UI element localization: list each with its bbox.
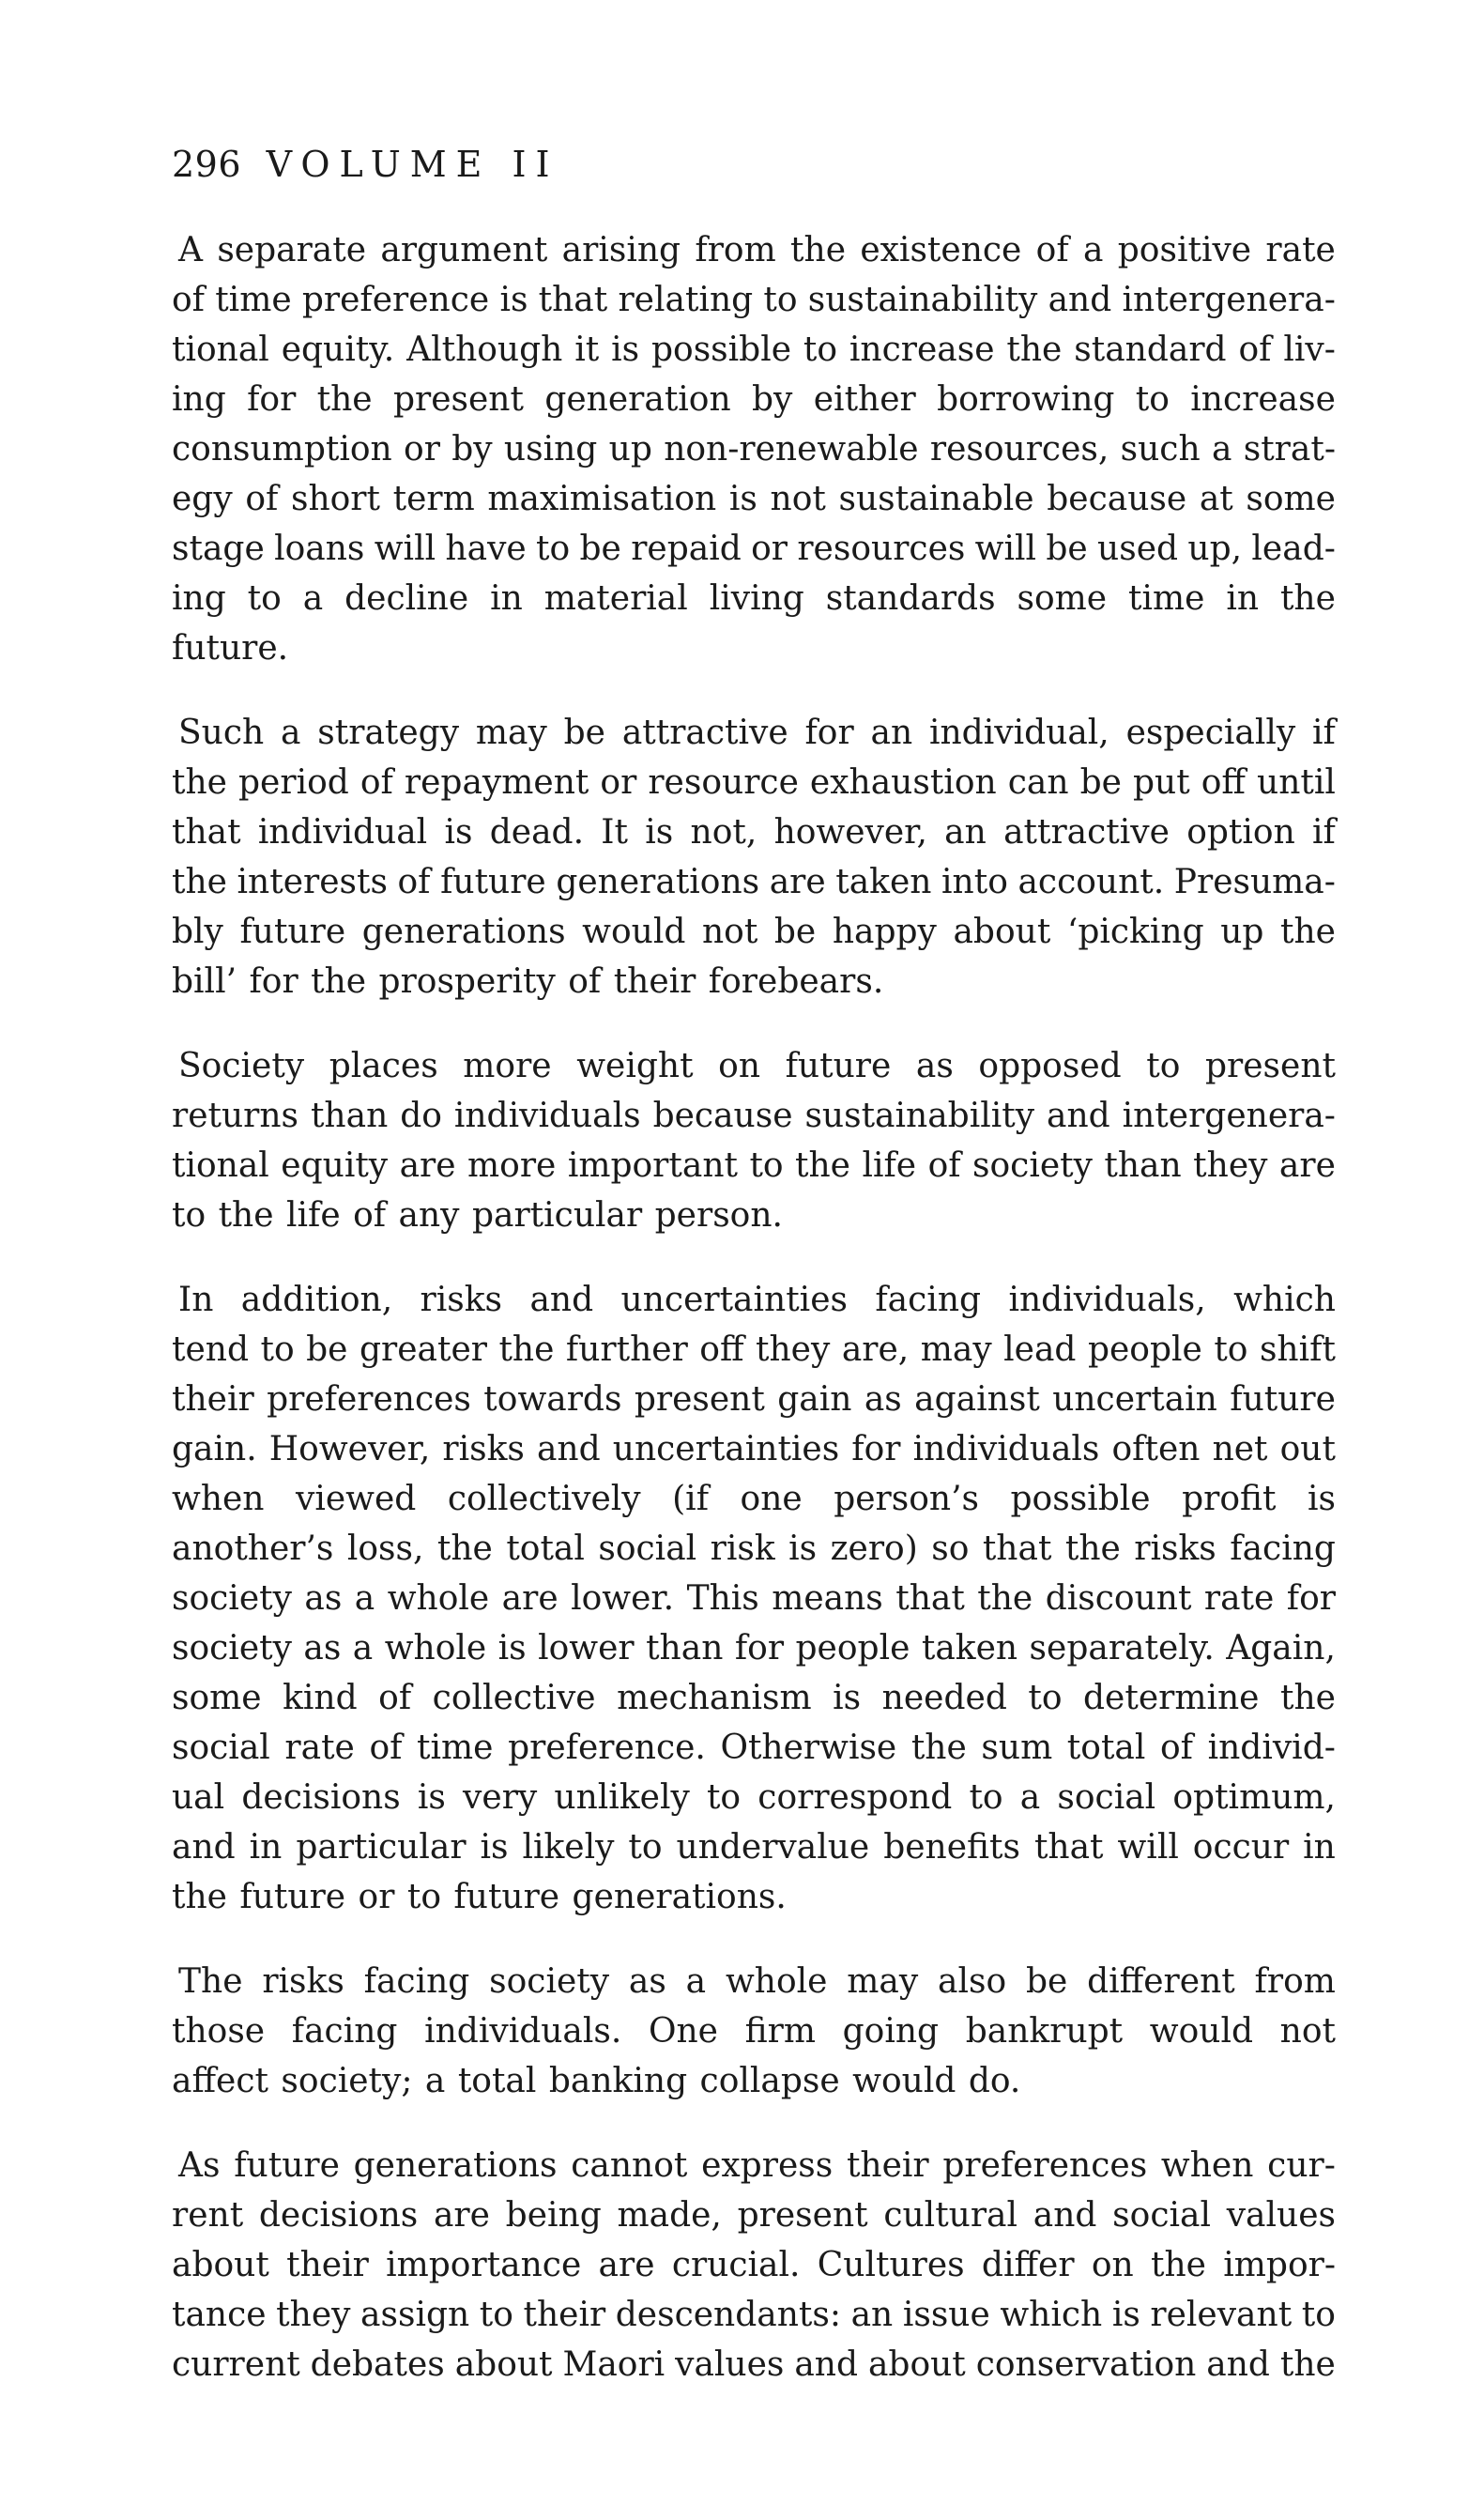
text-line: and in particular is likely to undervalue benefits that will occur in (172, 1828, 1336, 1867)
text-line: about their importance are crucial. Cultures differ on the impor- (172, 2246, 1336, 2284)
page-number: 296 (172, 144, 242, 185)
paragraph (172, 1957, 1336, 2106)
paragraph (172, 1041, 1336, 1240)
text-line: current debates about Maori values and about conservation and the (172, 2345, 1336, 2384)
text-line: Society places more weight on future as opposed to present (178, 1047, 1336, 1085)
body-text (172, 225, 1336, 2424)
text-line: that individual is dead. It is not, however, an attractive option if (172, 813, 1336, 852)
text-line: society as a whole are lower. This means that the discount rate for (172, 1579, 1336, 1618)
paragraph (172, 708, 1336, 1007)
text-line: some kind of collective mechanism is needed to determine the (172, 1679, 1336, 1717)
paragraph (172, 2141, 1336, 2390)
text-line: egy of short term maximisation is not sustainable because at some (172, 480, 1336, 518)
text-line: of time preference is that relating to sustainability and intergenera- (172, 281, 1336, 319)
text-line: ing for the present generation by either borrowing to increase (172, 380, 1336, 419)
text-line: the future or to future generations. (172, 1878, 787, 1916)
text-line: the interests of future generations are taken into account. Presuma- (172, 863, 1336, 901)
text-line: consumption or by using up non-renewable resources, such a strat- (172, 430, 1336, 469)
text-line: As future generations cannot express their preferences when cur- (178, 2146, 1336, 2185)
text-line: another’s loss, the total social risk is zero) so that the risks facing (172, 1529, 1336, 1568)
text-line: future. (172, 629, 289, 668)
text-line: tance they assign to their descendants: an issue which is relevant to (172, 2296, 1336, 2334)
text-line: The risks facing society as a whole may also be different from (178, 1962, 1336, 2001)
text-line: bill’ for the prosperity of their forebears. (172, 962, 884, 1001)
text-line: gain. However, risks and uncertainties for individuals often net out (172, 1430, 1336, 1468)
text-line: social rate of time preference. Otherwise the sum total of individ- (172, 1729, 1336, 1767)
text-line: A separate argument arising from the existence of a positive rate (178, 231, 1336, 269)
running-head (172, 141, 558, 188)
paragraph (172, 1275, 1336, 1922)
text-line: to the life of any particular person. (172, 1196, 783, 1235)
text-line: affect society; a total banking collapse would do. (172, 2062, 1021, 2100)
text-line: returns than do individuals because sustainability and intergenera- (172, 1097, 1336, 1135)
volume-label: VOLUME II (266, 144, 559, 185)
text-line: bly future generations would not be happy about ‘picking up the (172, 913, 1336, 951)
text-line: Such a strategy may be attractive for an individual, especially if (178, 714, 1336, 752)
text-line: rent decisions are being made, present cultural and social values (172, 2196, 1336, 2235)
text-line: stage loans will have to be repaid or resources will be used up, lead- (172, 530, 1336, 568)
text-line: tend to be greater the further off they are, may lead people to shift (172, 1330, 1336, 1369)
text-line: society as a whole is lower than for people taken separately. Again, (172, 1629, 1336, 1667)
text-line: tional equity. Although it is possible to increase the standard of liv- (172, 330, 1336, 369)
text-line: ing to a decline in material living standards some time in the (172, 579, 1336, 618)
text-line: ual decisions is very unlikely to correspond to a social optimum, (172, 1778, 1336, 1817)
text-line: those facing individuals. One firm going bankrupt would not (172, 2012, 1336, 2051)
text-line: when viewed collectively (if one person’s possible profit is (172, 1480, 1336, 1518)
text-line: tional equity are more important to the life of society than they are (172, 1146, 1336, 1185)
text-line: In addition, risks and uncertainties facing individuals, which (178, 1281, 1336, 1319)
text-line: their preferences towards present gain as against uncertain future (172, 1380, 1336, 1419)
text-line: the period of repayment or resource exhaustion can be put off until (172, 763, 1336, 802)
paragraph (172, 225, 1336, 673)
